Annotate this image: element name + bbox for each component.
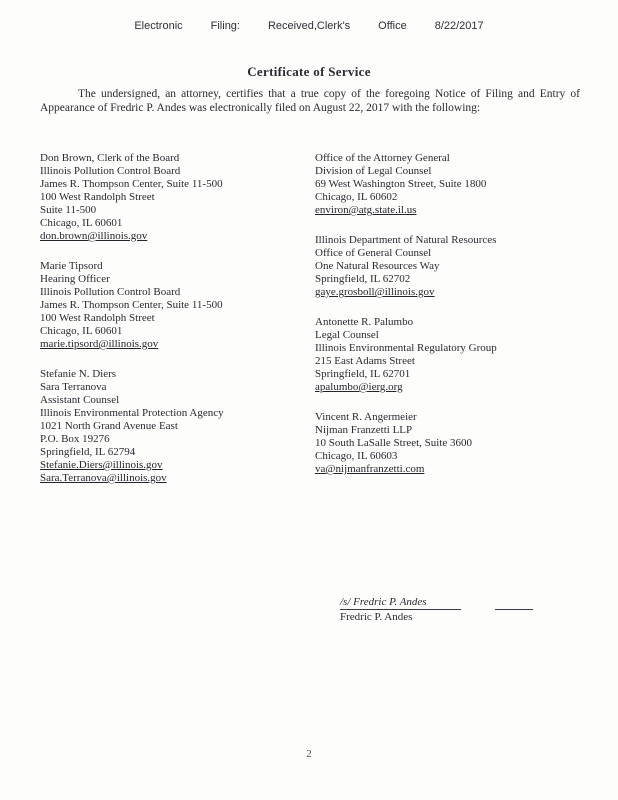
efiling-stamp xyxy=(0,20,618,32)
address-line: Suite 11-500 xyxy=(40,204,97,216)
email-link[interactable]: va@nijmanfranzetti.com xyxy=(315,463,425,475)
address-line: Antonette R. Palumbo xyxy=(315,316,414,328)
stamp-segment: Electronic xyxy=(134,20,183,32)
address-line: Marie Tipsord xyxy=(40,260,103,272)
address-line: James R. Thompson Center, Suite 11-500 xyxy=(40,178,223,190)
address-line: Illinois Department of Natural Resources xyxy=(315,234,497,246)
address-line: Chicago, IL 60601 xyxy=(40,217,123,229)
address-line: Assistant Counsel xyxy=(40,394,120,406)
document-title: Certificate of Service xyxy=(247,64,371,79)
address-line: Chicago, IL 60602 xyxy=(315,191,398,203)
address-line: 69 West Washington Street, Suite 1800 xyxy=(315,178,487,190)
address-line: 100 West Randolph Street xyxy=(40,312,155,324)
address-line: Illinois Pollution Control Board xyxy=(40,286,181,298)
address-line: Don Brown, Clerk of the Board xyxy=(40,152,180,164)
address-line: Vincent R. Angermeier xyxy=(315,411,417,423)
email-link[interactable]: Sara.Terranova@illinois.gov xyxy=(40,472,167,484)
address-line: One Natural Resources Way xyxy=(315,260,440,272)
address-line: 1021 North Grand Avenue East xyxy=(40,420,178,432)
signature-typed-name: Fredric P. Andes xyxy=(340,611,413,623)
address-line: P.O. Box 19276 xyxy=(40,433,110,445)
email-link[interactable]: don.brown@illinois.gov xyxy=(40,230,148,242)
address-line: 10 South LaSalle Street, Suite 3600 xyxy=(315,437,473,449)
address-line: Sara Terranova xyxy=(40,381,107,393)
address-line: 215 East Adams Street xyxy=(315,355,415,367)
email-link[interactable]: Stefanie.Diers@illinois.gov xyxy=(40,459,163,471)
address-block xyxy=(315,234,600,299)
address-line: Illinois Environmental Protection Agency xyxy=(40,407,224,419)
signature-block xyxy=(340,596,533,624)
certification-paragraph: The undersigned, an attorney, certifies that a true copy of the foregoing Notice of Filing and Entry of Appearance of Fredric P. Andes was electronically filed on August 22, 2017 with the following: xyxy=(40,88,580,114)
address-line: Springfield, IL 62702 xyxy=(315,273,411,285)
stamp-segment: 8/22/2017 xyxy=(434,20,484,32)
address-block xyxy=(40,368,310,485)
address-line: Illinois Pollution Control Board xyxy=(40,165,181,177)
address-line: Illinois Environmental Regulatory Group xyxy=(315,342,497,354)
address-block xyxy=(40,152,310,243)
page-number: 2 xyxy=(306,748,312,760)
email-link[interactable]: gaye.grosboll@illinois.gov xyxy=(315,286,435,298)
address-line: Springfield, IL 62701 xyxy=(315,368,411,380)
address-line: James R. Thompson Center, Suite 11-500 xyxy=(40,299,223,311)
email-link[interactable]: apalumbo@ierg.org xyxy=(315,381,403,393)
address-line: Springfield, IL 62794 xyxy=(40,446,136,458)
address-line: Division of Legal Counsel xyxy=(315,165,432,177)
address-line: Chicago, IL 60603 xyxy=(315,450,398,462)
address-block xyxy=(40,260,310,351)
electronic-signature: /s/ Fredric P. Andes xyxy=(340,596,461,610)
address-line: Nijman Franzetti LLP xyxy=(315,424,413,436)
address-line: Office of the Attorney General xyxy=(315,152,450,164)
address-line: Chicago, IL 60601 xyxy=(40,325,123,337)
address-line: Legal Counsel xyxy=(315,329,379,341)
email-link[interactable]: environ@atg.state.il.us xyxy=(315,204,417,216)
stamp-segment: Received,Clerk's xyxy=(267,20,351,32)
address-line: Stefanie N. Diers xyxy=(40,368,117,380)
service-list-right-column xyxy=(315,152,600,493)
signature-line xyxy=(495,597,533,610)
address-block xyxy=(315,411,600,476)
email-link[interactable]: marie.tipsord@illinois.gov xyxy=(40,338,159,350)
address-line: Hearing Officer xyxy=(40,273,110,285)
address-block xyxy=(315,316,600,394)
service-list-left-column xyxy=(40,152,310,502)
stamp-segment: Office xyxy=(378,20,407,32)
address-block xyxy=(315,152,600,217)
address-line: 100 West Randolph Street xyxy=(40,191,155,203)
address-line: Office of General Counsel xyxy=(315,247,432,259)
stamp-segment: Filing: xyxy=(210,20,240,32)
